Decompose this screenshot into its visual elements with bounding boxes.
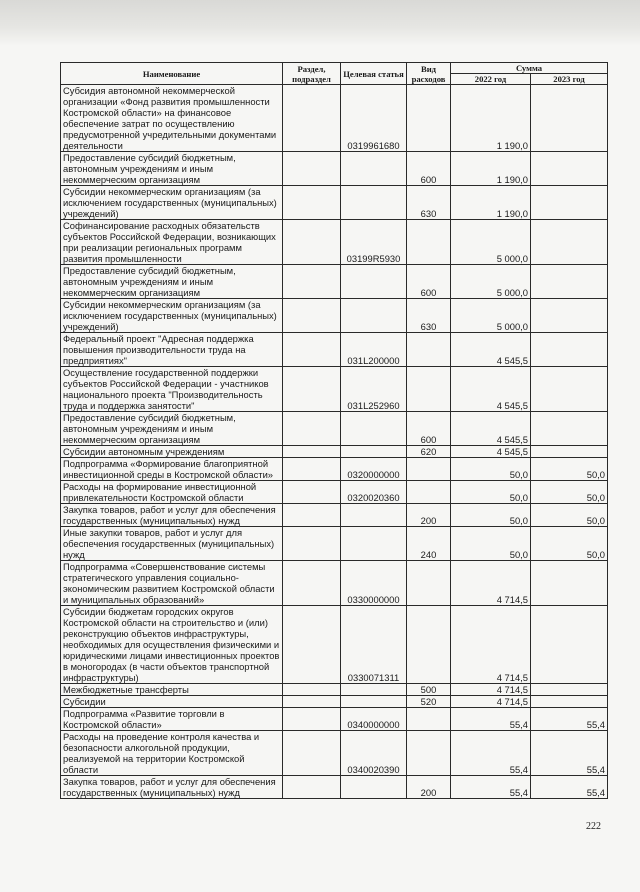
cell-target (341, 527, 407, 561)
scan-shadow-band (0, 0, 640, 46)
cell-name: Предоставление субсидий бюджетным, автономным учреждениям и иным некоммерческим организациям (61, 265, 283, 299)
cell-section (283, 265, 341, 299)
table-row (61, 684, 608, 696)
header-target: Целевая статья (341, 63, 407, 85)
cell-y2023 (531, 367, 608, 412)
table-header (61, 63, 608, 85)
table-row (61, 367, 608, 412)
cell-y2023 (531, 220, 608, 265)
cell-kind (407, 367, 451, 412)
cell-y2022: 4 545,5 (451, 446, 531, 458)
cell-name: Субсидии некоммерческим организациям (за исключением государственных (муниципальных) учреждений) (61, 299, 283, 333)
cell-name: Субсидии бюджетам городских округов Костромской области на строительство и (или) реконструкцию объектов инфраструктуры, необходимых для осуществления физическими и юридическими лицами инвестиционных проектов в моногородах (в части объектов транспортной инфраструктуры) (61, 606, 283, 684)
cell-target (341, 776, 407, 799)
cell-y2022: 50,0 (451, 504, 531, 527)
cell-section (283, 186, 341, 220)
cell-section (283, 299, 341, 333)
cell-target: 031L252960 (341, 367, 407, 412)
cell-y2023 (531, 152, 608, 186)
cell-y2022: 4 714,5 (451, 606, 531, 684)
cell-y2023: 50,0 (531, 504, 608, 527)
table-row (61, 606, 608, 684)
cell-kind: 200 (407, 776, 451, 799)
cell-target (341, 504, 407, 527)
table-row (61, 458, 608, 481)
cell-kind: 240 (407, 527, 451, 561)
cell-y2022: 4 545,5 (451, 367, 531, 412)
cell-y2023: 50,0 (531, 458, 608, 481)
cell-y2023: 50,0 (531, 527, 608, 561)
cell-target: 03199R5930 (341, 220, 407, 265)
cell-target (341, 152, 407, 186)
cell-y2022: 50,0 (451, 458, 531, 481)
cell-y2022: 4 545,5 (451, 412, 531, 446)
cell-name: Субсидии автономным учреждениям (61, 446, 283, 458)
table-row (61, 504, 608, 527)
cell-y2023 (531, 299, 608, 333)
cell-section (283, 527, 341, 561)
cell-name: Подпрограмма «Развитие торговли в Костромской области» (61, 708, 283, 731)
cell-section (283, 367, 341, 412)
cell-section (283, 606, 341, 684)
cell-kind (407, 481, 451, 504)
cell-kind: 600 (407, 152, 451, 186)
cell-y2022: 1 190,0 (451, 85, 531, 152)
cell-y2023: 55,4 (531, 731, 608, 776)
cell-kind: 630 (407, 186, 451, 220)
cell-target (341, 684, 407, 696)
cell-y2023 (531, 561, 608, 606)
cell-target: 0320020360 (341, 481, 407, 504)
cell-y2022: 55,4 (451, 708, 531, 731)
cell-kind (407, 220, 451, 265)
cell-y2022: 5 000,0 (451, 299, 531, 333)
cell-y2023: 50,0 (531, 481, 608, 504)
cell-y2022: 1 190,0 (451, 152, 531, 186)
cell-section (283, 85, 341, 152)
cell-y2023: 55,4 (531, 708, 608, 731)
budget-table (60, 62, 608, 799)
cell-kind (407, 333, 451, 367)
cell-name: Федеральный проект "Адресная поддержка повышения производительности труда на предприятиях" (61, 333, 283, 367)
cell-section (283, 412, 341, 446)
cell-section (283, 561, 341, 606)
cell-section (283, 684, 341, 696)
cell-kind: 500 (407, 684, 451, 696)
cell-name: Расходы на проведение контроля качества и безопасности алкогольной продукции, реализуемой на территории Костромской области (61, 731, 283, 776)
cell-target: 0330000000 (341, 561, 407, 606)
cell-target: 0340020390 (341, 731, 407, 776)
cell-section (283, 458, 341, 481)
cell-y2022: 4 545,5 (451, 333, 531, 367)
cell-kind: 520 (407, 696, 451, 708)
cell-kind (407, 731, 451, 776)
cell-section (283, 696, 341, 708)
cell-name: Закупка товаров, работ и услуг для обеспечения государственных (муниципальных) нужд (61, 504, 283, 527)
cell-kind: 620 (407, 446, 451, 458)
cell-name: Субсидии некоммерческим организациям (за исключением государственных (муниципальных) учреждений) (61, 186, 283, 220)
cell-section (283, 481, 341, 504)
cell-y2022: 50,0 (451, 481, 531, 504)
cell-y2022: 55,4 (451, 776, 531, 799)
cell-target (341, 412, 407, 446)
table-row (61, 708, 608, 731)
cell-name: Межбюджетные трансферты (61, 684, 283, 696)
cell-y2022: 5 000,0 (451, 265, 531, 299)
table-row (61, 333, 608, 367)
page-number: 222 (586, 821, 601, 832)
cell-kind (407, 458, 451, 481)
cell-name: Софинансирование расходных обязательств субъектов Российской Федерации, возникающих при реализации региональных программ развития промышленности (61, 220, 283, 265)
cell-kind: 600 (407, 412, 451, 446)
cell-kind (407, 85, 451, 152)
cell-name: Предоставление субсидий бюджетным, автономным учреждениям и иным некоммерческим организациям (61, 152, 283, 186)
cell-y2022: 4 714,5 (451, 684, 531, 696)
cell-y2023 (531, 684, 608, 696)
table-row (61, 85, 608, 152)
table-row (61, 561, 608, 606)
cell-name: Иные закупки товаров, работ и услуг для обеспечения государственных (муниципальных) нужд (61, 527, 283, 561)
cell-kind (407, 606, 451, 684)
cell-target (341, 446, 407, 458)
header-2022: 2022 год (451, 74, 531, 85)
cell-y2023 (531, 85, 608, 152)
cell-name: Подпрограмма «Формирование благоприятной инвестиционной среды в Костромской области» (61, 458, 283, 481)
table-row (61, 186, 608, 220)
cell-kind (407, 708, 451, 731)
cell-name: Подпрограмма «Совершенствование системы стратегического управления социально-экономическим развитием Костромской области и муниципальных образований» (61, 561, 283, 606)
cell-section (283, 220, 341, 265)
cell-target (341, 265, 407, 299)
header-sum: Сумма (451, 63, 608, 74)
cell-y2023 (531, 186, 608, 220)
cell-target: 031L200000 (341, 333, 407, 367)
cell-target (341, 186, 407, 220)
table-row (61, 731, 608, 776)
cell-kind: 200 (407, 504, 451, 527)
cell-y2023 (531, 696, 608, 708)
table-row (61, 527, 608, 561)
cell-target: 0340000000 (341, 708, 407, 731)
table-body (61, 85, 608, 799)
header-section: Раздел, подраздел (283, 63, 341, 85)
cell-section (283, 333, 341, 367)
cell-y2023 (531, 412, 608, 446)
table-row (61, 481, 608, 504)
cell-section (283, 152, 341, 186)
cell-kind (407, 561, 451, 606)
cell-y2022: 50,0 (451, 527, 531, 561)
table-row (61, 696, 608, 708)
cell-y2023 (531, 606, 608, 684)
table-row (61, 265, 608, 299)
cell-y2022: 5 000,0 (451, 220, 531, 265)
table-row (61, 412, 608, 446)
cell-section (283, 446, 341, 458)
cell-target: 0330071311 (341, 606, 407, 684)
cell-name: Расходы на формирование инвестиционной привлекательности Костромской области (61, 481, 283, 504)
cell-kind: 630 (407, 299, 451, 333)
table-row (61, 299, 608, 333)
cell-y2022: 1 190,0 (451, 186, 531, 220)
cell-section (283, 504, 341, 527)
table-row (61, 220, 608, 265)
cell-y2022: 4 714,5 (451, 561, 531, 606)
cell-kind: 600 (407, 265, 451, 299)
cell-section (283, 708, 341, 731)
cell-section (283, 776, 341, 799)
cell-name: Субсидия автономной некоммерческой организации «Фонд развития промышленности Костромской области» на финансовое обеспечение затрат по осуществлению предусмотренной учредительными документами деятельности (61, 85, 283, 152)
cell-name: Закупка товаров, работ и услуг для обеспечения государственных (муниципальных) нужд (61, 776, 283, 799)
cell-y2023 (531, 265, 608, 299)
cell-name: Осуществление государственной поддержки субъектов Российской Федерации - участников национального проекта "Производительность труда и поддержка занятости" (61, 367, 283, 412)
cell-target: 0319961680 (341, 85, 407, 152)
table-row (61, 776, 608, 799)
cell-target (341, 299, 407, 333)
cell-section (283, 731, 341, 776)
cell-y2022: 55,4 (451, 731, 531, 776)
cell-target: 0320000000 (341, 458, 407, 481)
cell-y2023: 55,4 (531, 776, 608, 799)
cell-name: Субсидии (61, 696, 283, 708)
header-2023: 2023 год (531, 74, 608, 85)
table-row (61, 152, 608, 186)
cell-y2023 (531, 333, 608, 367)
table-row (61, 446, 608, 458)
header-name: Наименование (61, 63, 283, 85)
cell-y2023 (531, 446, 608, 458)
cell-name: Предоставление субсидий бюджетным, автономным учреждениям и иным некоммерческим организациям (61, 412, 283, 446)
cell-target (341, 696, 407, 708)
header-kind: Вид расходов (407, 63, 451, 85)
cell-y2022: 4 714,5 (451, 696, 531, 708)
